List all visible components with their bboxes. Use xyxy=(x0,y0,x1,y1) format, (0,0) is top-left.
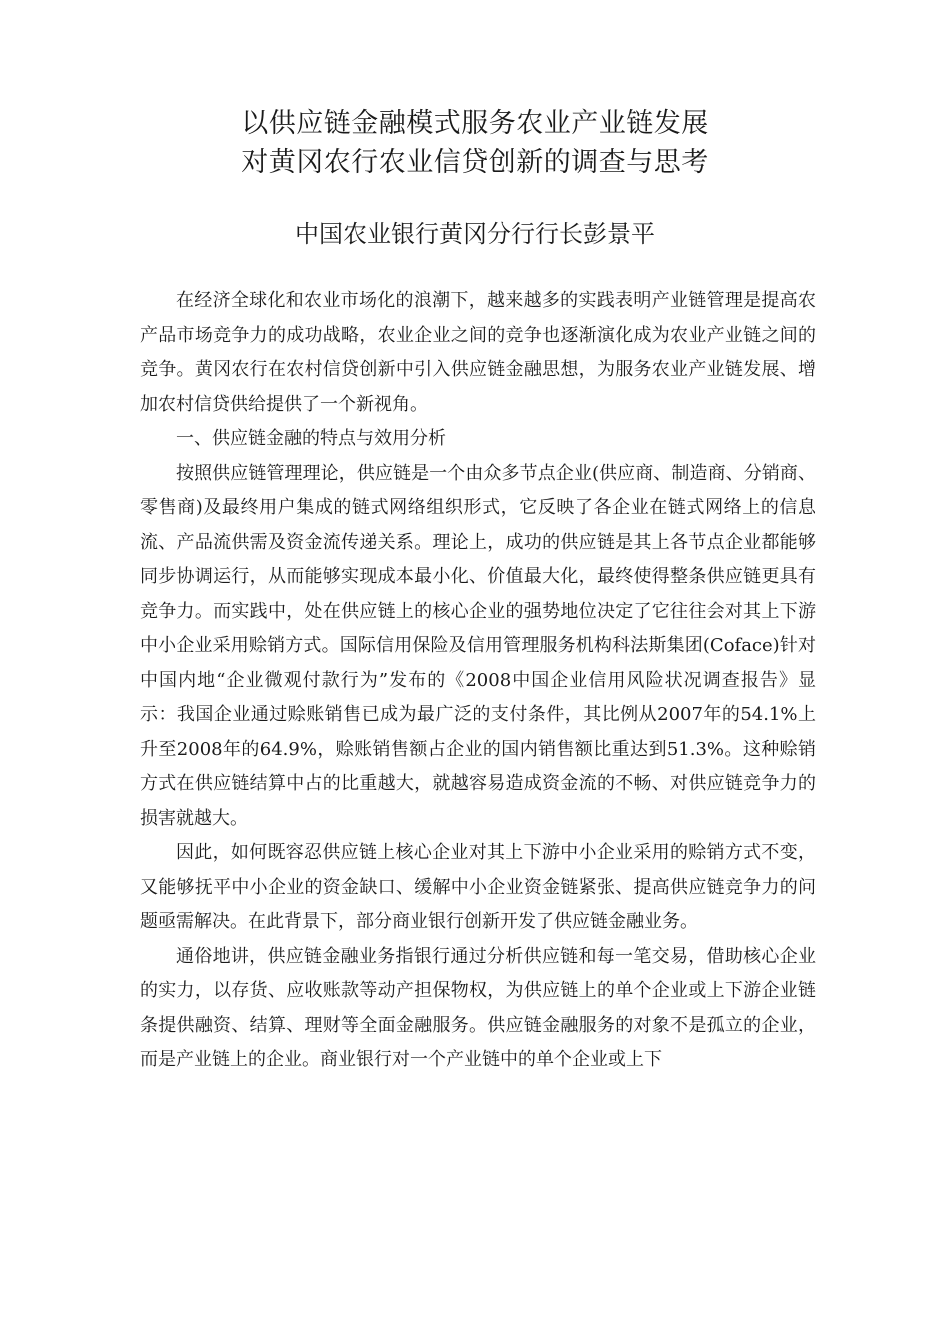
section-heading-1: 一、供应链金融的特点与效用分析 xyxy=(176,428,446,449)
document-body xyxy=(140,284,816,1078)
document-title-line-2: 对黄冈农行农业信贷创新的调查与思考 xyxy=(241,147,709,178)
document-author: 中国农业银行黄冈分行行长彭景平 xyxy=(295,220,655,248)
paragraph-intro: 在经济全球化和农业市场化的浪潮下，越来越多的实践表明产业链管理是提高农产品市场竞争力的成功战略，农业企业之间的竞争也逐渐演化成为农业产业链之间的竞争。黄冈农行在农村信贷创新中引入供应链金融思想，为服务农业产业链发展、增加农村信贷供给提供了一个新视角。 xyxy=(140,290,816,415)
document-title-line-1: 以供应链金融模式服务农业产业链发展 xyxy=(241,108,709,139)
paragraph-definition: 通俗地讲，供应链金融业务指银行通过分析供应链和每一笔交易，借助核心企业的实力，以存货、应收账款等动产担保物权，为供应链上的单个企业或上下游企业链条提供融资、结算、理财等全面金融服务。供应链金融服务的对象不是孤立的企业，而是产业链上的企业。商业银行对一个产业链中的单个企业或上下 xyxy=(140,945,816,1070)
paragraph-supply-chain-theory: 按照供应链管理理论，供应链是一个由众多节点企业(供应商、制造商、分销商、零售商)及最终用户集成的链式网络组织形式，它反映了各企业在链式网络上的信息流、产品流供需及资金流传递关系。理论上，成功的供应链是其上各节点企业都能够同步协调运行，从而能够实现成本最小化、价值最大化，最终使得整条供应链更具有竞争力。而实践中，处在供应链上的核心企业的强势地位决定了它往往会对其上下游中小企业采用赊销方式。国际信用保险及信用管理服务机构科法斯集团(Coface)针对中国内地“企业微观付款行为”发布的《2008中国企业信用风险状况调查报告》显示：我国企业通过赊账销售已成为最广泛的支付条件，其比例从2007年的54.1%上升至2008年的64.9%，赊账销售额占企业的国内销售额比重达到51.3%。这种赊销方式在供应链结算中占的比重越大，就越容易造成资金流的不畅、对供应链竞争力的损害就越大。 xyxy=(140,462,816,829)
paragraph-problem-statement: 因此，如何既容忍供应链上核心企业对其上下游中小企业采用的赊销方式不变，又能够抚平中小企业的资金缺口、缓解中小企业资金链紧张、提高供应链竞争力的问题亟需解决。在此背景下，部分商业银行创新开发了供应链金融业务。 xyxy=(140,842,816,932)
